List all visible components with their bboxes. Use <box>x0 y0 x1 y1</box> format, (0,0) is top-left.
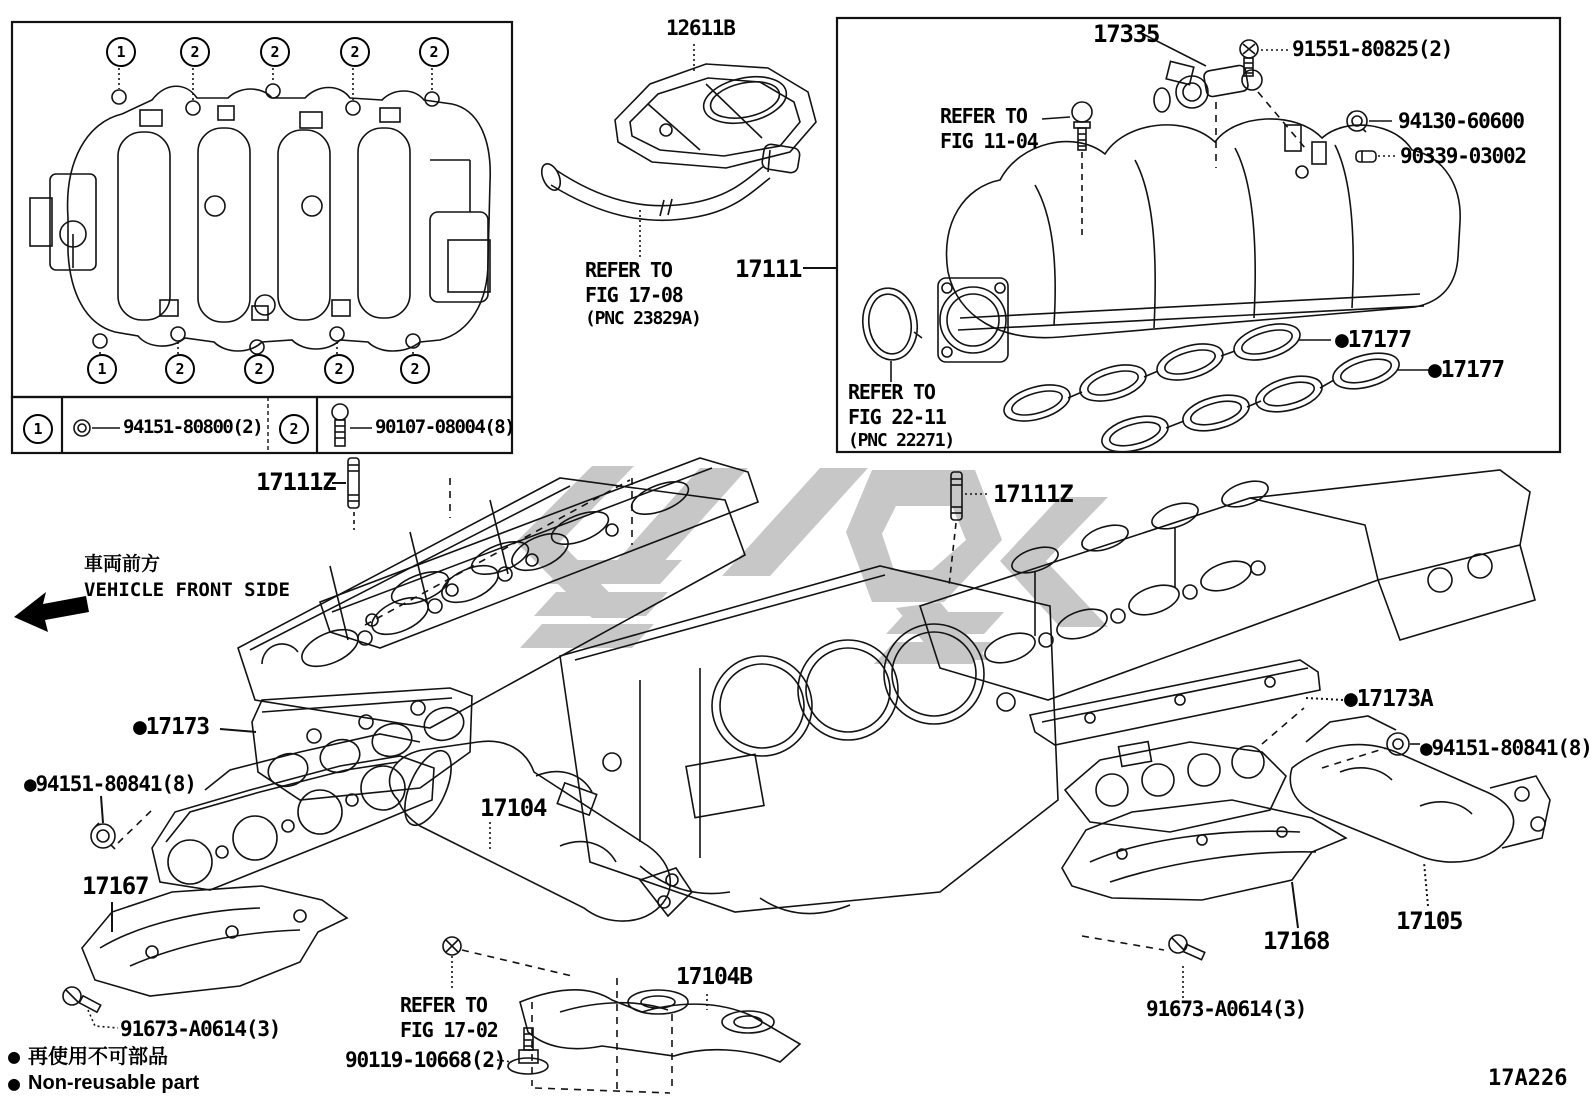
callout-bottom-2: 2 <box>165 354 195 384</box>
nut-fig17-02-icon <box>443 937 572 990</box>
label-17173a: ●17173A <box>1344 686 1433 712</box>
callout-top-3: 2 <box>260 37 290 67</box>
label-17167: 17167 <box>82 872 149 900</box>
callout-top-5: 2 <box>419 37 449 67</box>
inset-panel-box <box>12 22 515 453</box>
label-91673-right: 91673-A0614(3) <box>1146 997 1307 1021</box>
label-17104b: 17104B <box>676 964 752 990</box>
heat-shield-17168-part <box>1062 800 1346 900</box>
leader-17173 <box>220 729 256 732</box>
label-17105: 17105 <box>1396 907 1463 935</box>
bypass-pipe-part <box>538 143 801 220</box>
callout-top-1: 1 <box>106 37 136 67</box>
label-17111z-left: 17111Z <box>256 468 336 496</box>
ref-line: FIG 17-08 <box>585 283 683 307</box>
callout-bottom-5: 2 <box>400 354 430 384</box>
note-jp: 再使用不可部品 <box>28 1044 169 1068</box>
bullet-icon: ● <box>8 1044 21 1068</box>
callout-bottom-1: 1 <box>87 354 117 384</box>
callout-bottom-3: 2 <box>244 354 274 384</box>
leader-17173a <box>1306 698 1344 700</box>
ref-line: FIG 11-04 <box>940 129 1038 153</box>
legend-callout-2: 2 <box>279 414 309 444</box>
note-en: Non-reusable part <box>28 1072 200 1094</box>
front-side-arrow-icon <box>14 592 89 632</box>
exhaust-manifold-right-part <box>1065 742 1286 832</box>
ref-line: (PNC 23829A) <box>585 308 701 329</box>
label-94151-80841-left: ●94151-80841(8) <box>24 772 196 796</box>
intake-manifold-top-view <box>30 84 490 354</box>
legend-bolt-icon <box>332 404 372 446</box>
label-17335: 17335 <box>1093 20 1160 48</box>
label-12611b: 12611B <box>666 16 735 40</box>
label-17168: 17168 <box>1263 927 1330 955</box>
bracket-17104b-part <box>520 990 800 1062</box>
ref-line: FIG 17-02 <box>400 1018 498 1042</box>
throttle-valve-17335-part <box>1154 61 1262 112</box>
label-front-side-en: VEHICLE FRONT SIDE <box>84 579 290 601</box>
label-17104: 17104 <box>480 794 547 822</box>
bolt-fig11-04-icon <box>1042 102 1092 240</box>
bolt-91673-right-icon <box>1082 935 1205 998</box>
leader-17168 <box>1292 882 1298 928</box>
pin-90339-icon <box>1356 151 1398 162</box>
manifold-gasket-chain-lower <box>1098 347 1438 459</box>
label-17173: ●17173 <box>133 714 209 740</box>
label-91551-80825: 91551-80825(2) <box>1292 37 1453 61</box>
label-90119-10668: 90119-10668(2) <box>345 1048 506 1072</box>
callout-top-2: 2 <box>180 37 210 67</box>
label-94130-60600: 94130-60600 <box>1398 109 1524 133</box>
label-17177-upper: ●17177 <box>1335 327 1411 353</box>
legend-part-90107-08004: 90107-08004(8) <box>375 416 515 438</box>
ref-line: FIG 22-11 <box>848 405 946 429</box>
legend-callout-1: 1 <box>23 414 53 444</box>
label-90339-03002: 90339-03002 <box>1400 144 1526 168</box>
leader-17105 <box>1424 862 1428 906</box>
stud-17111z-left-icon <box>332 458 359 530</box>
nut-94151-left-icon <box>91 796 152 849</box>
label-17177-lower: ●17177 <box>1428 357 1504 383</box>
nut-94151-right-icon <box>1322 733 1420 768</box>
catalytic-converter-17104-part <box>390 741 692 921</box>
legend-nut-icon <box>74 420 120 436</box>
ref-fig-11-04 <box>940 104 1038 154</box>
label-17111z-right: 17111Z <box>993 480 1073 508</box>
ref-fig-22-11 <box>848 380 954 453</box>
figure-code: 17A226 <box>1488 1066 1568 1091</box>
label-front-side-jp: 車両前方 <box>84 553 161 575</box>
ref-line: REFER TO <box>940 104 1027 128</box>
dash-17173a <box>1262 708 1304 744</box>
ref-fig-17-02 <box>400 993 498 1043</box>
exhaust-manifold-left-part <box>152 734 434 890</box>
callout-top-4: 2 <box>340 37 370 67</box>
legend-part-94151-80800: 94151-80800(2) <box>123 416 263 438</box>
callout-leader-lines <box>100 63 432 355</box>
ref-fig-17-08 <box>585 258 701 331</box>
engine-cover-part <box>615 64 816 168</box>
label-94151-80841-right: ●94151-80841(8) <box>1420 736 1592 760</box>
callout-bottom-4: 2 <box>324 354 354 384</box>
ref-line: (PNC 22271) <box>848 430 955 451</box>
nonreusable-note <box>8 1043 199 1097</box>
ref-line: REFER TO <box>585 258 672 282</box>
ref-line: REFER TO <box>848 380 935 404</box>
label-91673-left: 91673-A0614(3) <box>120 1017 281 1041</box>
bolt-91673-left-icon <box>63 987 118 1028</box>
bullet-icon: ● <box>8 1071 21 1095</box>
label-17111: 17111 <box>735 255 802 283</box>
ref-line: REFER TO <box>400 993 487 1017</box>
intake-manifold-3q-view <box>938 119 1460 362</box>
heat-shield-17167-part <box>82 886 347 996</box>
o-ring-part <box>858 285 922 382</box>
